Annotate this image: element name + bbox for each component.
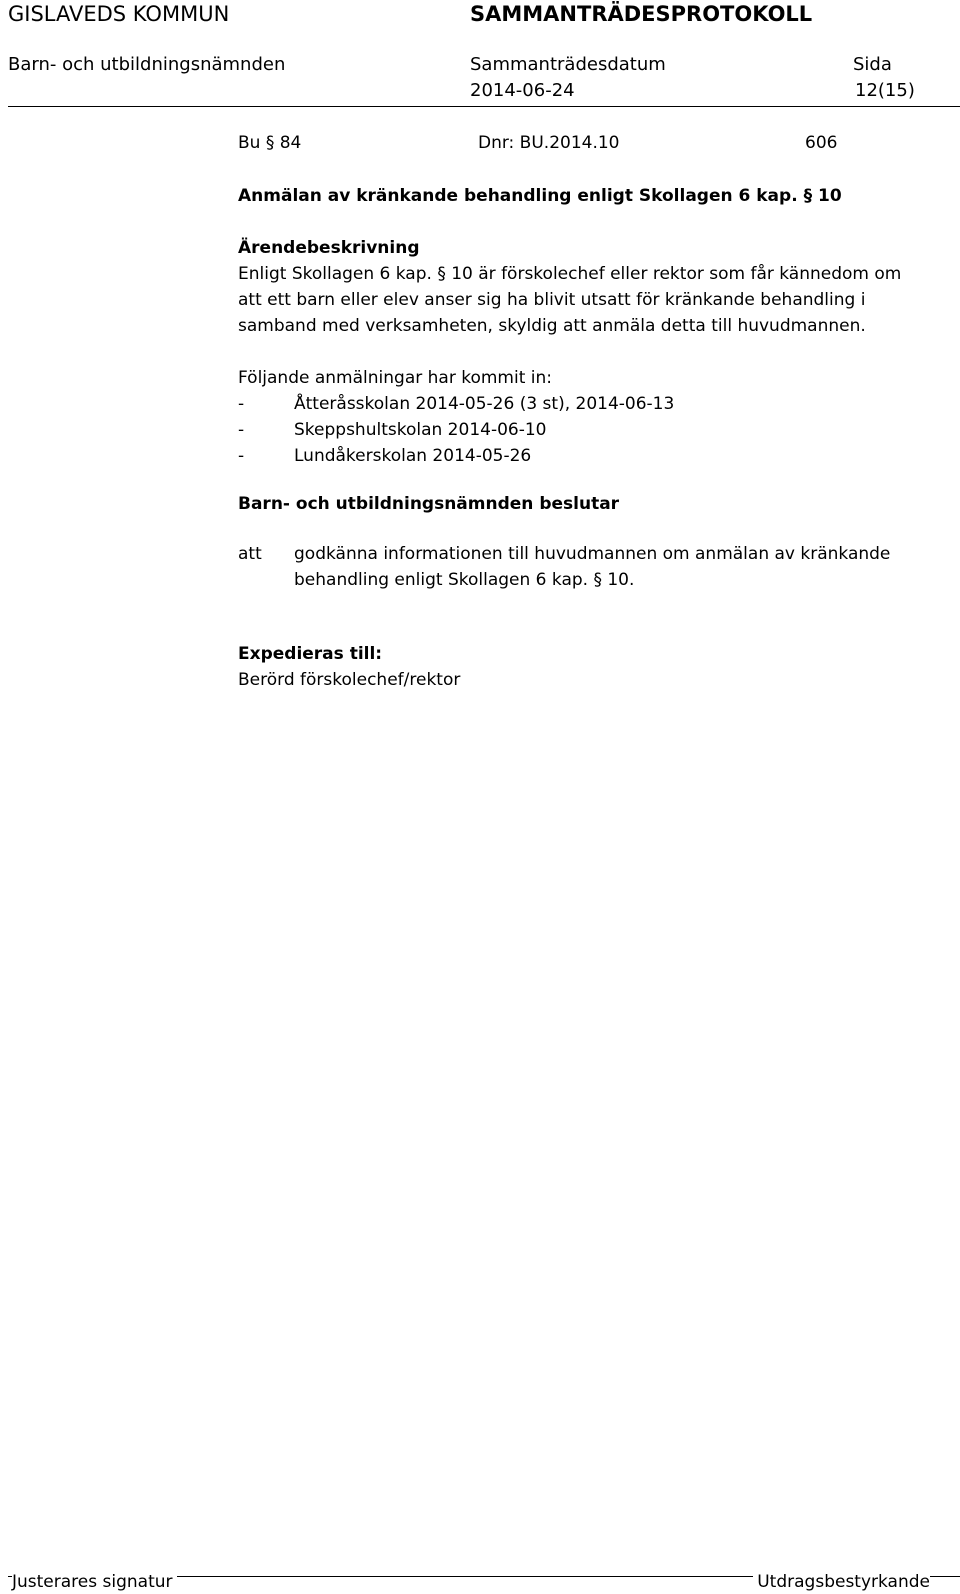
description-line: att ett barn eller elev anser sig ha blivit utsatt för kränkande behandling i xyxy=(238,290,866,310)
municipality-name: GISLAVEDS KOMMUN xyxy=(8,2,230,26)
decision-line: godkänna informationen till huvudmannen om anmälan av kränkande xyxy=(294,544,891,564)
list-item-dash: - xyxy=(238,446,245,466)
decision-line: behandling enligt Skollagen 6 kap. § 10. xyxy=(294,570,635,590)
page-label: Sida xyxy=(853,54,892,75)
header-rule xyxy=(8,106,960,107)
dispatch-recipient: Berörd förskolechef/rektor xyxy=(238,670,461,690)
date-label: Sammanträdesdatum xyxy=(470,54,666,75)
diary-number: Dnr: BU.2014.10 xyxy=(478,133,620,153)
footer-left-label: Justerares signatur xyxy=(12,1572,177,1592)
board-name: Barn- och utbildningsnämnden xyxy=(8,54,286,75)
paragraph-number: Bu § 84 xyxy=(238,133,302,153)
list-item-dash: - xyxy=(238,420,245,440)
reports-intro: Följande anmälningar har kommit in: xyxy=(238,368,552,388)
list-item: Åtteråsskolan 2014-05-26 (3 st), 2014-06-13 xyxy=(294,394,675,414)
list-item: Lundåkerskolan 2014-05-26 xyxy=(294,446,532,466)
description-heading: Ärendebeskrivning xyxy=(238,238,420,258)
meeting-date: 2014-06-24 xyxy=(470,80,575,101)
case-title: Anmälan av kränkande behandling enligt Skollagen 6 kap. § 10 xyxy=(238,186,842,206)
dispatch-heading: Expedieras till: xyxy=(238,644,383,664)
description-line: samband med verksamheten, skyldig att anmäla detta till huvudmannen. xyxy=(238,316,866,336)
list-item: Skeppshultskolan 2014-06-10 xyxy=(294,420,547,440)
document-type: SAMMANTRÄDESPROTOKOLL xyxy=(470,2,813,26)
decision-heading: Barn- och utbildningsnämnden beslutar xyxy=(238,494,620,514)
decision-lead: att xyxy=(238,544,262,564)
page-number: 12(15) xyxy=(855,80,915,101)
footer-right-label: Utdragsbestyrkande xyxy=(753,1572,930,1592)
list-item-dash: - xyxy=(238,394,245,414)
description-line: Enligt Skollagen 6 kap. § 10 är förskolechef eller rektor som får kännedom om xyxy=(238,264,902,284)
case-code: 606 xyxy=(805,133,838,153)
